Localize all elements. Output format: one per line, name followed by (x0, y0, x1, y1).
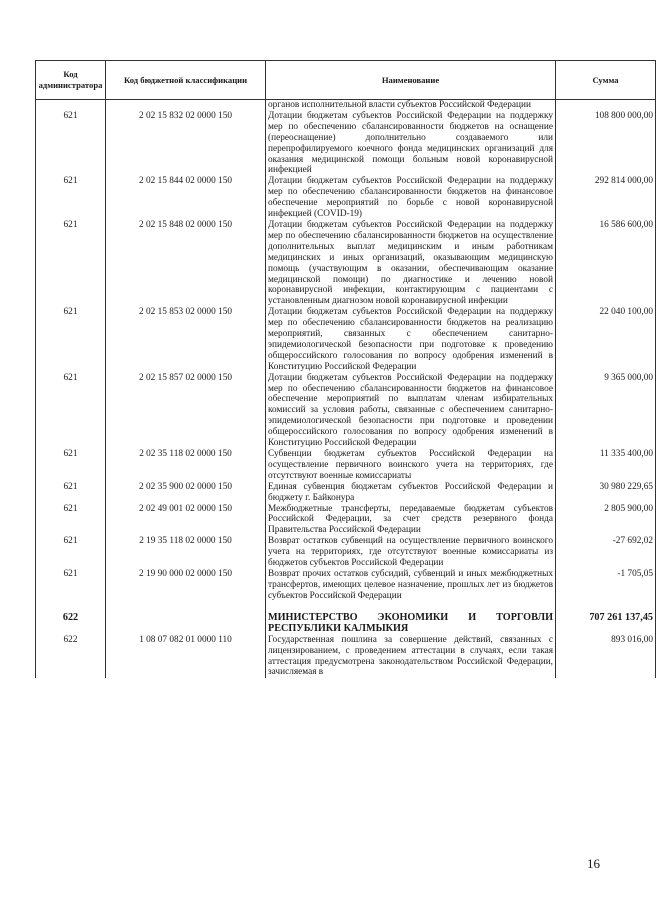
table-body (36, 100, 656, 679)
sum-cell: 16 586 600,00 (556, 220, 656, 307)
table-row (36, 176, 656, 220)
budget-code-cell: 2 02 15 844 02 0000 150 (106, 176, 266, 220)
budget-table (35, 60, 656, 678)
sum-cell: 108 800 000,00 (556, 111, 656, 176)
name-cell: Единая субвенция бюджетам субъектов Российской Федерации и бюджету г. Байконура (266, 482, 556, 504)
name-cell: Дотации бюджетам субъектов Российской Федерации на поддержку мер по обеспечению сбалансированности бюджетов на финансовое обеспечение мероприятий по борьбе с новой коронавирусной инфекцией (COVID-19) (266, 176, 556, 220)
header-name: Наименование (266, 61, 556, 100)
section-row (36, 612, 656, 635)
admin-code-cell: 621 (36, 449, 106, 482)
name-cell: Дотации бюджетам субъектов Российской Федерации на поддержку мер по обеспечению сбалансированности бюджетов на финансовое обеспечение мероприятий по выплатам членам избирательных комиссий за условия работы, связанные с обеспечением санитарно-эпидемиологической безопасности при подготовке и проведении общероссийского голосования по вопросу одобрения изменений в Конституцию Российской Федерации (266, 373, 556, 449)
sum-cell: 22 040 100,00 (556, 307, 656, 372)
name-cell: Дотации бюджетам субъектов Российской Федерации на поддержку мер по обеспечению сбалансированности бюджетов на осуществление дополнительных выплат медицинским и иным работникам медицинских и иных организаций, оказывающим медицинскую помощь (участвующим в оказании, обеспечивающим оказание медицинской помощи) по диагностике и лечению новой коронавирусной инфекции, контактирующим с пациентами с установленным диагнозом новой коронавирусной инфекции (266, 220, 556, 307)
sum-cell (556, 100, 656, 111)
name-cell: органов исполнительной власти субъектов Российской Федерации (266, 100, 556, 111)
budget-code-cell: 2 02 15 832 02 0000 150 (106, 111, 266, 176)
budget-code-cell: 2 19 90 000 02 0000 150 (106, 569, 266, 602)
budget-code-cell: 2 02 15 848 02 0000 150 (106, 220, 266, 307)
admin-code-cell: 621 (36, 111, 106, 176)
admin-code-cell: 621 (36, 504, 106, 537)
table-row (36, 504, 656, 537)
spacer-row (36, 602, 656, 612)
name-cell: МИНИСТЕРСТВО ЭКОНОМИКИ И ТОРГОВЛИ РЕСПУБЛИКИ КАЛМЫКИЯ (266, 612, 556, 635)
budget-code-cell (106, 100, 266, 111)
sum-cell: 30 980 229,65 (556, 482, 656, 504)
name-cell: Дотации бюджетам субъектов Российской Федерации на поддержку мер по обеспечению сбалансированности бюджетов на оснащение (переоснащение) дополнительно создаваемого или перепрофилируемого коечного фонда медицинских организаций для оказания медицинской помощи больным новой коронавирусной инфекцией (266, 111, 556, 176)
name-cell: Межбюджетные трансферты, передаваемые бюджетам субъектов Российской Федерации, за счет средств резервного фонда Правительства Российской Федерации (266, 504, 556, 537)
table-row (36, 373, 656, 449)
admin-code-cell: 621 (36, 482, 106, 504)
sum-cell: 292 814 000,00 (556, 176, 656, 220)
name-cell: Государственная пошлина за совершение действий, связанных с лицензированием, с проведением аттестации в случаях, если такая аттестация предусмотрена законодательством Российской Федерации, зачисляемая в (266, 635, 556, 679)
budget-code-cell: 1 08 07 082 01 0000 110 (106, 635, 266, 679)
name-cell: Субвенции бюджетам субъектов Российской Федерации на осуществление первичного воинского учета на территориях, где отсутствуют военные комиссариаты (266, 449, 556, 482)
page-number: 16 (587, 856, 600, 871)
name-cell: Возврат прочих остатков субсидий, субвенций и иных межбюджетных трансфертов, имеющих целевое назначение, прошлых лет из бюджетов субъектов Российской Федерации (266, 569, 556, 602)
budget-code-cell: 2 02 15 853 02 0000 150 (106, 307, 266, 372)
table-row (36, 220, 656, 307)
table-row (36, 536, 656, 569)
admin-code-cell (36, 100, 106, 111)
budget-code-cell (106, 612, 266, 635)
table-row (36, 307, 656, 372)
table-row (36, 449, 656, 482)
budget-code-cell: 2 02 35 900 02 0000 150 (106, 482, 266, 504)
admin-code-cell: 621 (36, 373, 106, 449)
sum-cell: 9 365 000,00 (556, 373, 656, 449)
sum-cell: -1 705,05 (556, 569, 656, 602)
table-row (36, 482, 656, 504)
name-cell: Дотации бюджетам субъектов Российской Федерации на поддержку мер по обеспечению сбалансированности бюджетов на реализацию мероприятий, связанных с обеспечением санитарно-эпидемиологической безопасности при подготовке к проведению общероссийского голосования по вопросу одобрения изменений в Конституцию Российской Федерации (266, 307, 556, 372)
header-budget-code: Код бюджетной классификации (106, 61, 266, 100)
admin-code-cell: 622 (36, 612, 106, 635)
sum-cell: 893 016,00 (556, 635, 656, 679)
sum-cell: 707 261 137,45 (556, 612, 656, 635)
header-sum: Сумма (556, 61, 656, 100)
table-row (36, 100, 656, 111)
sum-cell: 11 335 400,00 (556, 449, 656, 482)
admin-code-cell: 621 (36, 220, 106, 307)
admin-code-cell: 621 (36, 569, 106, 602)
admin-code-cell: 621 (36, 176, 106, 220)
name-cell: Возврат остатков субвенций на осуществление первичного воинского учета на территориях, где отсутствуют военные комиссариаты из бюджетов субъектов Российской Федерации (266, 536, 556, 569)
sum-cell: -27 692,02 (556, 536, 656, 569)
table-header-row (36, 61, 656, 100)
sum-cell: 2 805 900,00 (556, 504, 656, 537)
table-row (36, 569, 656, 602)
table-row (36, 111, 656, 176)
admin-code-cell: 622 (36, 635, 106, 679)
header-admin-code: Код администратора (36, 61, 106, 100)
admin-code-cell: 621 (36, 536, 106, 569)
budget-code-cell: 2 02 15 857 02 0000 150 (106, 373, 266, 449)
table-row (36, 635, 656, 679)
admin-code-cell: 621 (36, 307, 106, 372)
budget-code-cell: 2 19 35 118 02 0000 150 (106, 536, 266, 569)
budget-code-cell: 2 02 49 001 02 0000 150 (106, 504, 266, 537)
budget-code-cell: 2 02 35 118 02 0000 150 (106, 449, 266, 482)
